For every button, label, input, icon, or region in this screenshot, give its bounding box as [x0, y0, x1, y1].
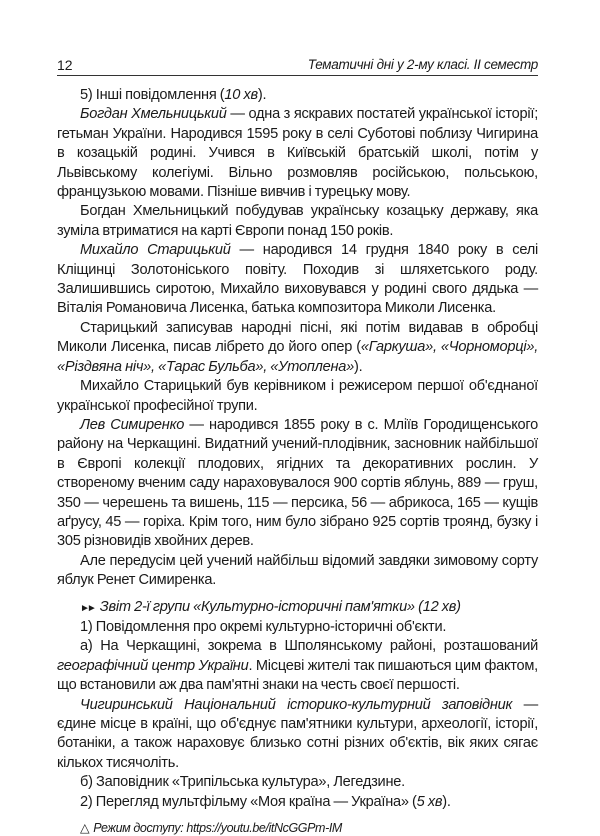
section-marker-icon: ►►	[80, 602, 94, 614]
triangle-icon: △	[80, 821, 90, 836]
text: — єдине місце в країні, що об'єднує пам'ятники культури, археології, історії, ботаніки, а також нараховує близько сотні різних об'єктів, вік яких сягає кількох тисячоліть.	[57, 696, 538, 771]
page-number: 12	[57, 57, 73, 73]
footnote-text: Режим доступу: https://youtu.be/itNcGGPm-IM	[93, 821, 342, 836]
paragraph	[57, 598, 538, 618]
italic-text: 10 хв	[224, 87, 258, 103]
paragraph	[57, 637, 538, 695]
italic-text: «Гаркуша», «Чорноморці», «Різдвяна ніч», «Тарас Бульба», «Утоплена»	[57, 339, 538, 375]
text: ).	[257, 87, 267, 103]
text: — народився 14 грудня 1840 року в селі Кліщинці Золотоніського повіту. Походив зі шляхетського роду. Залишившись сиротою, Михайло виховувався у родині свого дядька — Віталія Романовича Лисенка, батька композитора Миколи Лисенка.	[57, 242, 538, 317]
paragraph	[57, 793, 538, 812]
text: ).	[442, 793, 451, 810]
italic-text: географічний центр України	[57, 657, 249, 674]
paragraph	[57, 773, 538, 792]
italic-text: Звіт 2-ї групи «Культурно-історичні пам'ятки»	[99, 598, 415, 615]
paragraph	[57, 105, 538, 202]
text: 1) Повідомлення про окремі культурно-історичні об'єкти.	[80, 618, 447, 635]
paragraph	[57, 202, 538, 241]
paragraph	[57, 618, 538, 637]
footnote	[57, 820, 538, 836]
text: Старицький записував народні пісні, які потім видавав в обробці Миколи Лисенка, писав лібрето до його опер (	[57, 319, 538, 356]
page-content	[57, 86, 538, 836]
text: . Місцеві жителі так пишаються цим фактом, що встановили аж два пам'ятні знаки на честь своєї першості.	[57, 657, 538, 694]
running-header	[57, 53, 538, 76]
text: б) Заповідник «Трипільська культура», Легедзине.	[80, 774, 405, 791]
running-title: Тематичні дні у 2-му класі. II семестр	[307, 57, 538, 72]
text: ).	[354, 358, 363, 375]
page-body	[57, 86, 538, 812]
text: 5) Інші повідомлення (	[80, 87, 225, 103]
italic-text: Богдан Хмельницький	[80, 106, 227, 123]
italic-text: Михайло Старицький	[80, 242, 231, 259]
paragraph	[57, 241, 538, 319]
italic-text: Чигиринський Національний історико-культурний заповідник	[80, 696, 513, 713]
paragraph	[57, 377, 538, 416]
paragraph	[57, 696, 538, 774]
paragraph	[57, 416, 538, 552]
italic-text: Лев Симиренко	[80, 416, 185, 433]
text: Богдан Хмельницький побудував українську козацьку державу, яка зуміла втриматися на карті Європи понад 150 років.	[57, 203, 538, 239]
italic-text: (12 хв)	[414, 598, 461, 615]
text: Михайло Старицький був керівником і режисером першої об'єднаної української професійної трупи.	[57, 378, 538, 414]
text: а) На Черкащині, зокрема в Шполянському районі, розташований	[80, 638, 538, 655]
paragraph	[57, 319, 538, 377]
text: — одна з яскравих постатей української історії; гетьман України. Народився 1595 року в селі Суботові поблизу Чигирина в козацькій родині. Учився в Київській братській школі, потім у Львівському колегіумі. Вільно розмовляв російською, польською, французькою мовами. Пізніше вивчив і турецьку мову.	[57, 106, 538, 201]
paragraph	[57, 552, 538, 591]
text: Але передусім цей учений найбільш відомий завдяки зимовому сорту яблук Ренет Симиренка.	[57, 552, 538, 589]
text: — народився 1855 року в с. Мліїв Городищенського району на Черкащині. Видатний учений-плодівник, засновник найбільшої в Європі колекції плодових, ягідних та декоративних рослин. У створеному вченим саду нараховувалося 900 сортів яблунь, 889 — груш, 350 — черешень та вишень, 115 — персика, 56 — абрикоса, 165 — кущів аґрусу, 45 — горіха. Крім того, ним було зібрано 925 сортів троянд, бузку і 305 різновидів хвойних дерев.	[57, 416, 538, 550]
paragraph	[57, 86, 538, 105]
italic-text: 5 хв	[416, 793, 443, 810]
text: 2) Перегляд мультфільму «Моя країна — Україна» (	[80, 793, 417, 810]
